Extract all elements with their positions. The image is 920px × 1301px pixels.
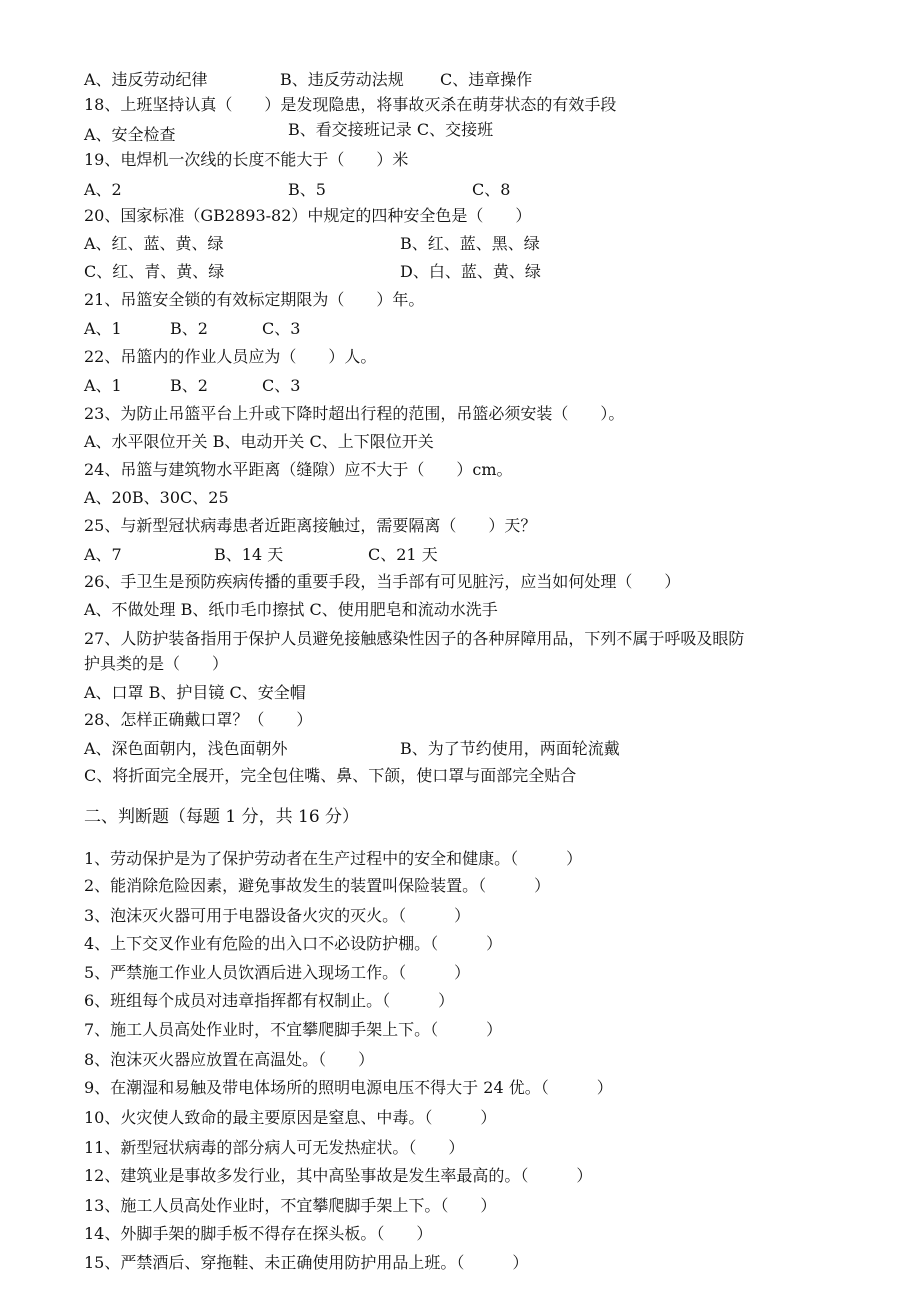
judgment-12: 12、建筑业是事故多发行业，其中高坠事故是发生率最高的。（ ） bbox=[84, 1166, 593, 1185]
question-26: 26、手卫生是预防疾病传播的重要手段，当手部有可见脏污，应当如何处理（ ） bbox=[84, 572, 681, 591]
judgment-10: 10、火灾使人致命的最主要原因是窒息、中毒。（ ） bbox=[84, 1108, 497, 1127]
question-19: 19、电焊机一次线的长度不能大于（ ）米 bbox=[84, 150, 409, 169]
q26-options: A、不做处理 B、纸巾毛巾擦拭 C、使用肥皂和流动水洗手 bbox=[84, 600, 498, 619]
option-b: B、2 bbox=[170, 319, 208, 338]
option-a: A、2 bbox=[84, 180, 122, 199]
question-20: 20、国家标准（GB2893-82）中规定的四种安全色是（ ） bbox=[84, 206, 532, 225]
option-b: B、5 bbox=[288, 180, 326, 199]
judgment-6: 6、班组每个成员对违章指挥都有权制止。（ ） bbox=[84, 991, 455, 1010]
option-bc: B、看交接班记录 C、交接班 bbox=[288, 120, 494, 139]
judgment-2: 2、能消除危险因素，避免事故发生的装置叫保险装置。（ ） bbox=[84, 876, 551, 895]
option-a: A、安全检查 bbox=[84, 125, 176, 144]
judgment-3: 3、泡沫灭火器可用于电器设备火灾的灭火。（ ） bbox=[84, 906, 471, 925]
q28-option-c: C、将折面完全展开，完全包住嘴、鼻、下颌，使口罩与面部完全贴合 bbox=[84, 766, 577, 785]
judgment-8: 8、泡沫灭火器应放置在高温处。（ ） bbox=[84, 1050, 375, 1069]
option-c: C、红、青、黄、绿 bbox=[84, 262, 225, 281]
question-18: 18、上班坚持认真（ ）是发现隐患，将事故灭杀在萌芽状态的有效手段 bbox=[84, 95, 617, 114]
judgment-15: 15、严禁酒后、穿拖鞋、未正确使用防护用品上班。（ ） bbox=[84, 1253, 529, 1272]
section-title: 二、判断题（每题 1 分，共 16 分） bbox=[84, 807, 360, 827]
judgment-14: 14、外脚手架的脚手板不得存在探头板。（ ） bbox=[84, 1224, 433, 1243]
question-22: 22、吊篮内的作业人员应为（ ）人。 bbox=[84, 347, 377, 366]
option-a: A、1 bbox=[84, 376, 122, 395]
option-c: C、21 天 bbox=[368, 545, 438, 564]
judgment-7: 7、施工人员高处作业时，不宜攀爬脚手架上下。（ ） bbox=[84, 1020, 503, 1039]
option-b: B、14 天 bbox=[214, 545, 284, 564]
question-24: 24、吊篮与建筑物水平距离（缝隙）应不大于（ ）cm。 bbox=[84, 460, 513, 479]
option-b: B、违反劳动法规 bbox=[280, 70, 404, 89]
option-a: A、深色面朝内，浅色面朝外 bbox=[84, 739, 288, 758]
q24-options: A、20B、30C、25 bbox=[84, 488, 229, 507]
question-28: 28、怎样正确戴口罩？（ ） bbox=[84, 710, 313, 729]
judgment-13: 13、施工人员高处作业时，不宜攀爬脚手架上下。（ ） bbox=[84, 1196, 497, 1215]
option-d: D、白、蓝、黄、绿 bbox=[400, 262, 541, 281]
judgment-11: 11、新型冠状病毒的部分病人可无发热症状。（ ） bbox=[84, 1138, 465, 1157]
option-c: C、8 bbox=[472, 180, 511, 199]
option-a: A、违反劳动纪律 bbox=[84, 70, 208, 89]
option-b: B、红、蓝、黑、绿 bbox=[400, 234, 540, 253]
option-a: A、1 bbox=[84, 319, 122, 338]
judgment-5: 5、严禁施工作业人员饮酒后进入现场工作。（ ） bbox=[84, 963, 471, 982]
option-c: C、违章操作 bbox=[440, 70, 533, 89]
judgment-4: 4、上下交叉作业有危险的出入口不必设防护棚。（ ） bbox=[84, 934, 503, 953]
question-27-line-2: 护具类的是（ ） bbox=[84, 654, 229, 673]
option-b: B、为了节约使用，两面轮流戴 bbox=[400, 739, 620, 758]
question-25: 25、与新型冠状病毒患者近距离接触过，需要隔离（ ）天？ bbox=[84, 516, 537, 535]
question-21: 21、吊篮安全锁的有效标定期限为（ ）年。 bbox=[84, 290, 425, 309]
option-a: A、红、蓝、黄、绿 bbox=[84, 234, 224, 253]
judgment-9: 9、在潮湿和易触及带电体场所的照明电源电压不得大于 24 优。（ ） bbox=[84, 1078, 613, 1097]
option-c: C、3 bbox=[262, 319, 301, 338]
option-c: C、3 bbox=[262, 376, 301, 395]
question-27-line-1: 27、人防护装备指用于保护人员避免接触感染性因子的各种屏障用品，下列不属于呼吸及眼防 bbox=[84, 629, 745, 648]
judgment-1: 1、劳动保护是为了保护劳动者在生产过程中的安全和健康。（ ） bbox=[84, 849, 583, 868]
option-a: A、7 bbox=[84, 545, 122, 564]
q23-options: A、水平限位开关 B、电动开关 C、上下限位开关 bbox=[84, 432, 434, 451]
option-b: B、2 bbox=[170, 376, 208, 395]
question-23: 23、为防止吊篮平台上升或下降时超出行程的范围，吊篮必须安装（ ）。 bbox=[84, 404, 625, 423]
q27-options: A、口罩 B、护目镜 C、安全帽 bbox=[84, 683, 306, 702]
